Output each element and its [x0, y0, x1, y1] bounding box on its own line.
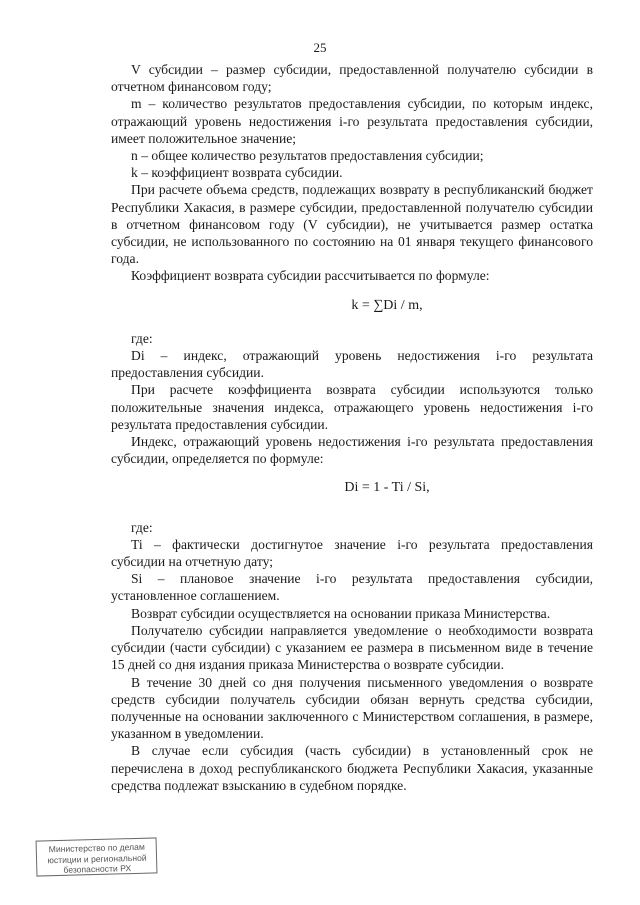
where-label: где: — [131, 519, 153, 535]
document-body — [111, 61, 593, 794]
formula-di: Di = 1 - Ti / Si, — [344, 480, 430, 496]
paragraph: Si – плановое значение i-го результата предоставления субсидии, установленное соглашением. — [111, 571, 593, 604]
paragraph: Индекс, отражающий уровень недостижения i-го результата предоставления субсидии, определяется по формуле: — [111, 434, 593, 467]
paragraph: m – количество результатов предоставления субсидии, по которым индекс, отражающий уровень недостижения i-го результата предоставления субсидии, имеет положительное значение; — [111, 96, 593, 146]
paragraph: Di – индекс, отражающий уровень недостижения i-го результата предоставления субсидии. — [111, 348, 593, 381]
paragraph: Возврат субсидии осуществляется на основании приказа Министерства. — [131, 605, 551, 621]
paragraph: k – коэффициент возврата субсидии. — [131, 165, 343, 181]
where-label: где: — [131, 330, 153, 346]
paragraph: При расчете объема средств, подлежащих возврату в республиканский бюджет Республики Хакасия, в размере субсидии, предоставленной получателю субсидии в отчетном финансовом году (V субсидии), не учитывается размер остатка субсидии, не использованного по состоянию на 01 января текущего финансового года. — [111, 182, 593, 267]
formula-k: k = ∑Di / m, — [351, 297, 423, 313]
paragraph: Ti – фактически достигнутое значение i-го результата предоставления субсидии на отчетную дату; — [111, 536, 593, 570]
page-number: 25 — [313, 40, 327, 55]
paragraph: V субсидии – размер субсидии, предоставленной получателю субсидии в отчетном финансовом году; — [111, 62, 593, 95]
stamp-line: Министерство по делам — [48, 841, 145, 855]
paragraph: n – общее количество результатов предоставления субсидии; — [131, 148, 484, 164]
stamp-line: юстиции и региональной — [47, 852, 147, 865]
paragraph: При расчете коэффициента возврата субсидии используются только положительные значения индекса, отражающего уровень недостижения i-го результата предоставления субсидии. — [111, 382, 593, 432]
paragraph: В течение 30 дней со дня получения письменного уведомления о возврате средств субсидии получатель субсидии обязан вернуть средства субсидии, полученные на основании заключенного с Министерством соглашения, в размере, указанном в уведомлении. — [111, 674, 593, 742]
stamp-line: безопасности РХ — [63, 863, 132, 875]
paragraph: Коэффициент возврата субсидии рассчитывается по формуле: — [131, 268, 490, 284]
paragraph: Получателю субсидии направляется уведомление о необходимости возврата субсидии (части субсидии) с указанием ее размера в письменном виде в течение 15 дней со дня издания приказа Министерства о возврате субсидии. — [111, 622, 593, 673]
paragraph: В случае если субсидия (часть субсидии) в установленный срок не перечислена в доход республиканского бюджета Республики Хакасия, указанные средства подлежат взысканию в судебном порядке. — [111, 743, 593, 793]
ministry-stamp — [36, 837, 158, 876]
